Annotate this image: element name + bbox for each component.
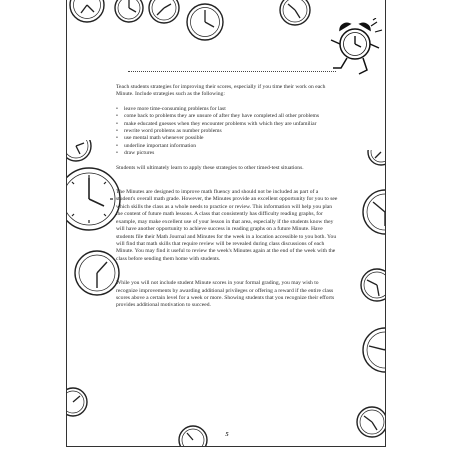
list-item: • use mental math whenever possible [116, 135, 338, 142]
bottom-clock-border [67, 400, 386, 447]
clock-icon [179, 426, 207, 447]
clock-icon [149, 0, 179, 23]
clock-icon [363, 190, 386, 234]
clock-icon [187, 4, 223, 40]
clock-icon [363, 328, 386, 372]
clock-icon [75, 251, 119, 295]
body-text [116, 84, 338, 310]
clock-icon [67, 168, 120, 230]
list-item: • draw pictures [116, 150, 338, 157]
list-item: • make educated guesses when they encounter problems with which they are unfamiliar [116, 121, 338, 128]
list-item: • underline important information [116, 143, 338, 150]
strategies-summary-paragraph: Students will ultimately learn to apply these strategies to other timed-test situations. [116, 164, 304, 171]
page-number: 5 [225, 431, 229, 438]
clock-icon [368, 150, 386, 165]
list-item: • leave more time-consuming problems for last [116, 106, 338, 113]
strategy-list [116, 106, 338, 158]
clock-icon [67, 140, 91, 161]
clock-icon [280, 0, 310, 25]
fluency-paragraph: The Minutes are designed to improve math fluency and should not be included as part of a student's overall math grade. However, the Minutes provide an excellent opportunity for you to see which skills the class as a whole needs to practice or review. This information will help you plan the content of future math lessons. A class that consistently has difficulty reading graphs, for example, may make excellent use of your lesson in that area, especially if the students know they will have another opportunity to achieve success in reading graphs on a future Minute. Have students file their Math Journal and Minutes for the week in a location accessible to you both. You will find that math skills that require review will be revealed during class discussions of each Minute. You may find it useful to review the week's Minutes again at the end of the week with the class before sending them home with students. [116, 189, 338, 262]
list-item: • come back to problems they are unsure of after they have completed all other problems [116, 113, 338, 120]
dotted-rule [128, 71, 336, 72]
clock-icon [361, 269, 386, 301]
clock-icon [70, 0, 104, 22]
list-item: • rewrite word problems as number problems [116, 128, 338, 135]
clock-icon [115, 0, 143, 22]
intro-paragraph: Teach students strategies for improving their scores, especially if you time their work on each Minute. Include strategies such as the following: [116, 84, 326, 98]
grading-paragraph: While you will not include student Minute scores in your formal grading, you may wish to recognize improvements by awarding additional privileges or offering a reward if the entire class scores above a certain level for a week or more. Showing students that you recognize their efforts provides additional motivation to succeed. [116, 280, 335, 309]
